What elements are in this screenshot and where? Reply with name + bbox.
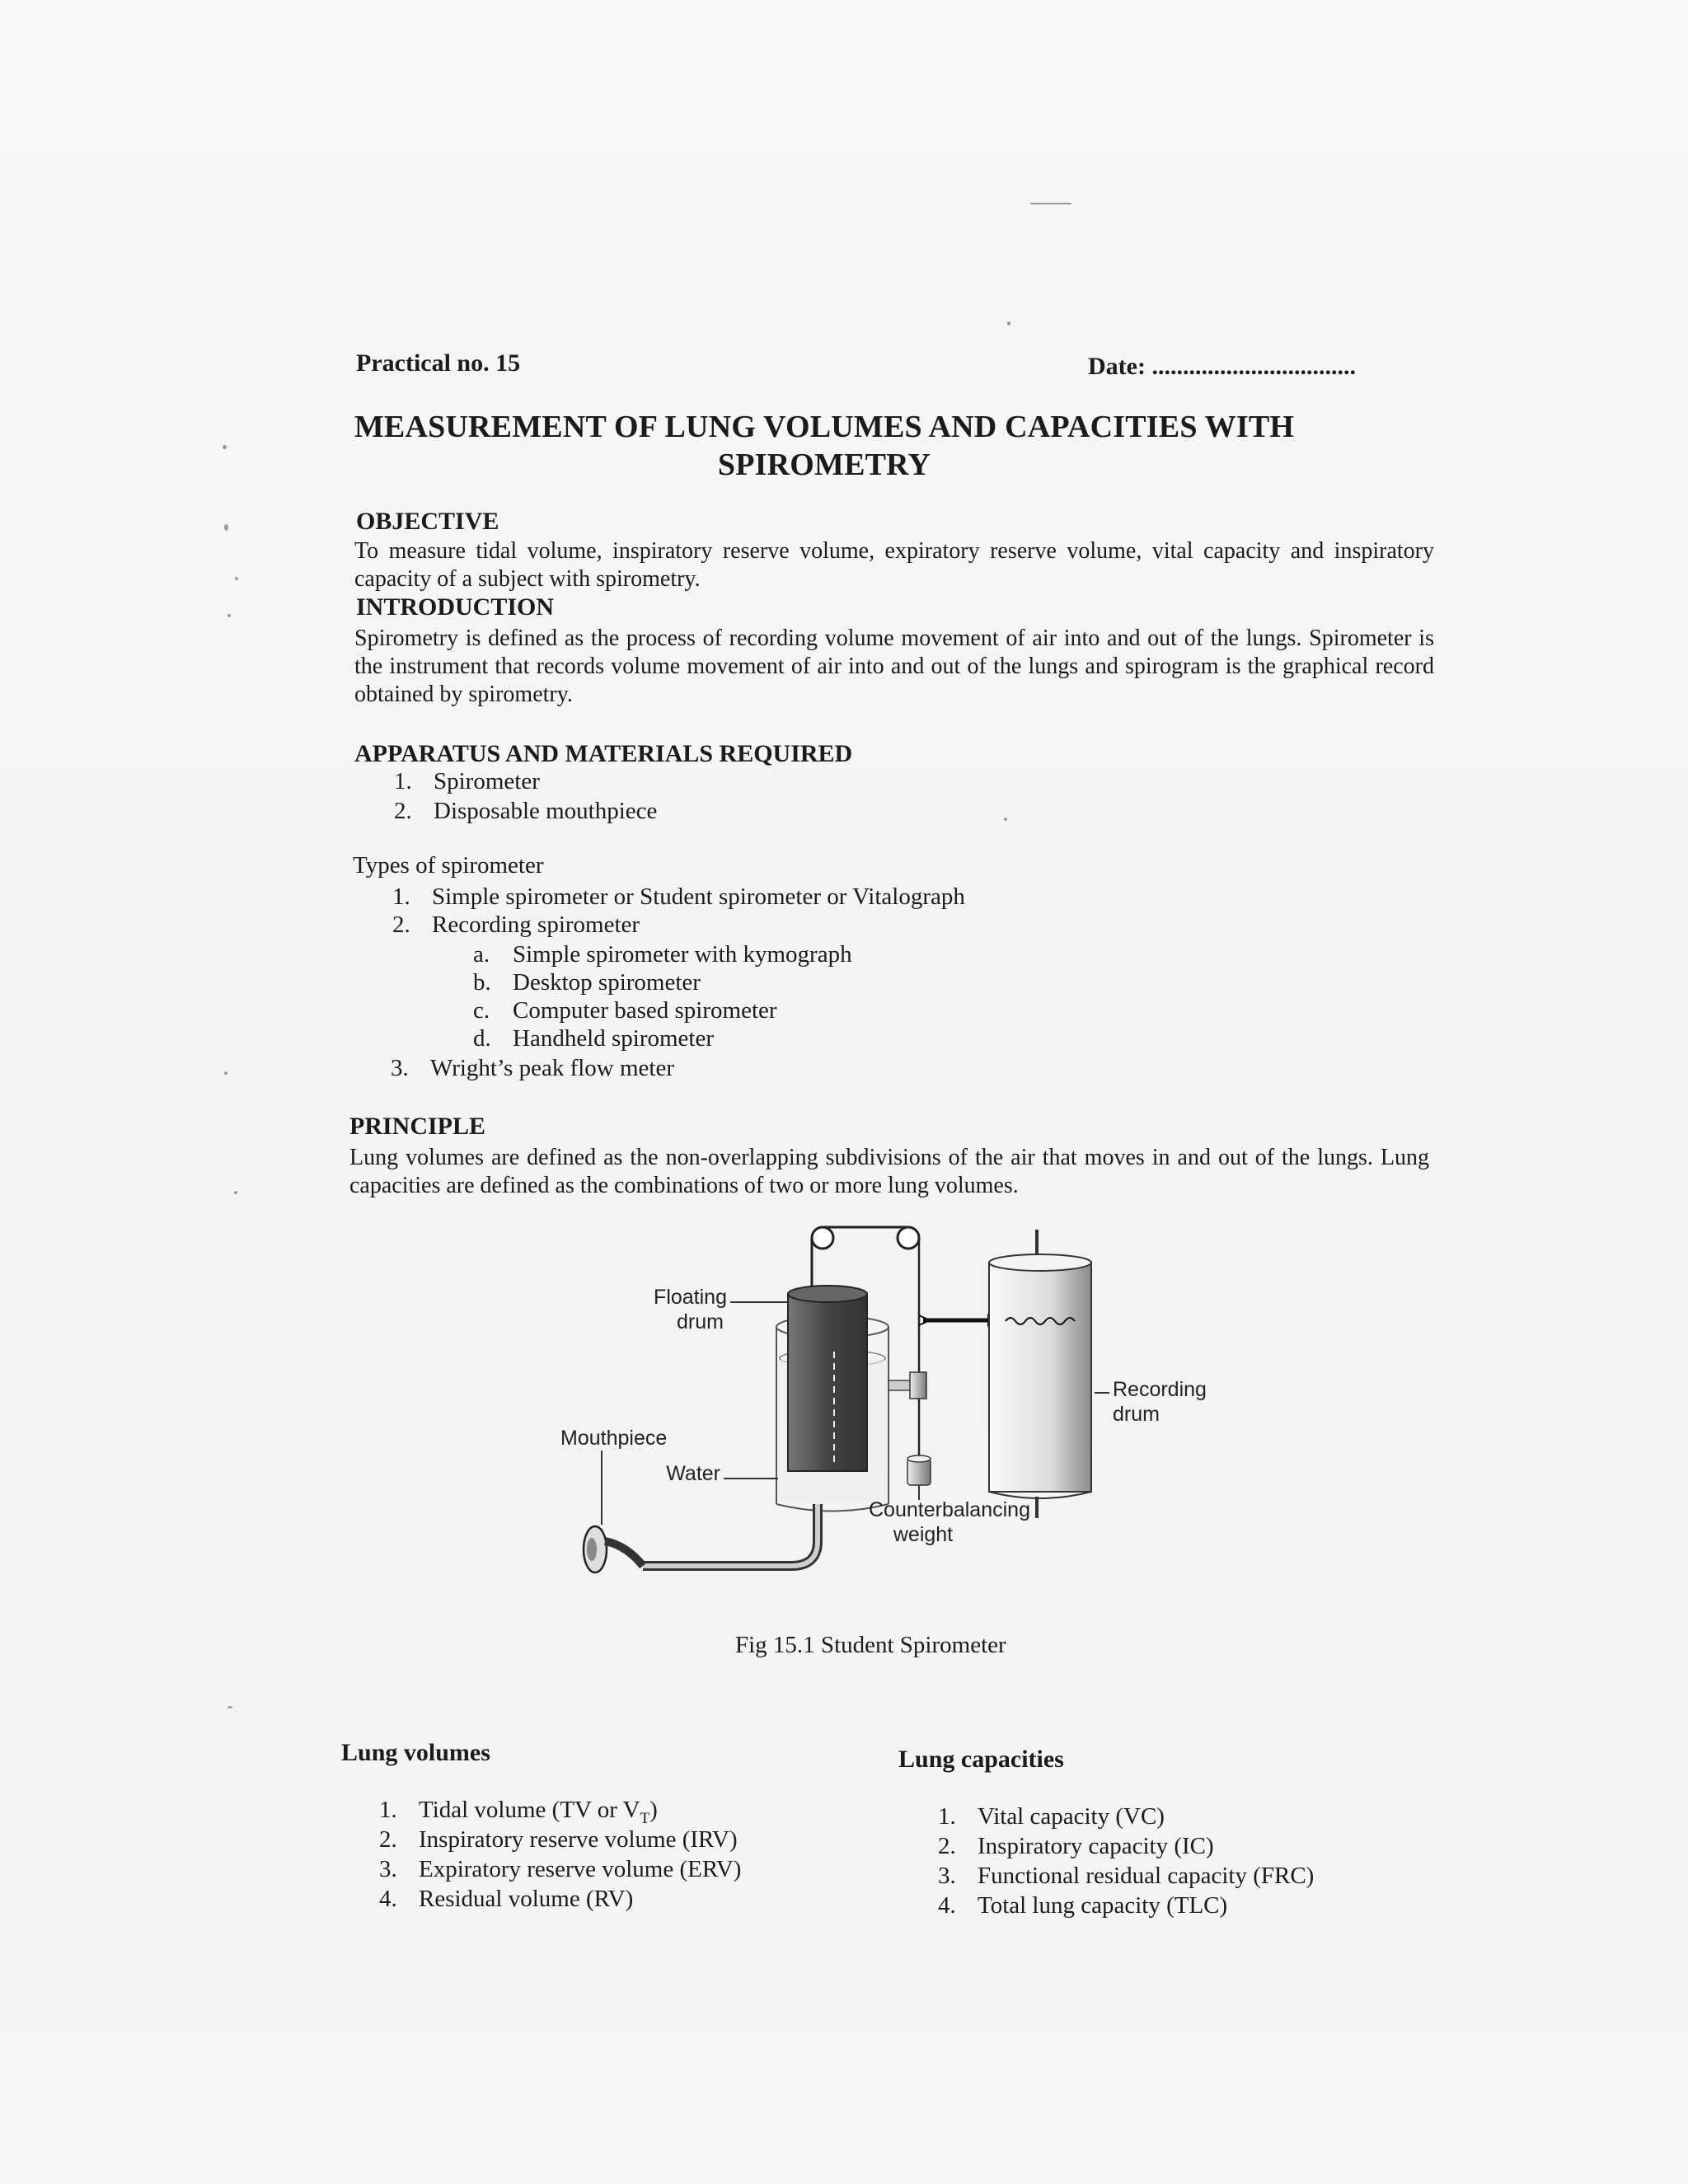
types-item-number: 3. — [391, 1055, 409, 1081]
types-subitem-letter: a. — [473, 941, 490, 968]
breathing-tube — [643, 1504, 818, 1566]
principle-text: Lung volumes are defined as the non-overlapping subdivisions of the air that moves in and out of the lungs. Lung capacities are defined as the combinations of two or more lung volumes. — [349, 1145, 1429, 1198]
types-subitem-letter: b. — [473, 969, 491, 996]
types-subitem-letter: d. — [473, 1025, 491, 1052]
lung-volume-item — [379, 1826, 738, 1854]
date-field: Date: ................................. — [1088, 353, 1356, 380]
mouthpiece — [584, 1526, 643, 1572]
lung-capacity-item-number: 4. — [938, 1892, 956, 1919]
lung-capacity-item-label: Vital capacity (VC) — [978, 1803, 1165, 1830]
lung-capacity-item-number: 3. — [938, 1863, 956, 1889]
lung-capacity-item — [938, 1863, 1314, 1890]
lung-volume-item-label: Expiratory reserve volume (ERV) — [419, 1856, 742, 1882]
label-recording-drum-1: Recording — [1113, 1378, 1207, 1401]
types-subitem-label: Simple spirometer with kymograph — [513, 941, 852, 968]
scan-mark — [234, 1191, 237, 1194]
label-counterbalancing-2: weight — [893, 1523, 954, 1546]
objective-heading: OBJECTIVE — [356, 508, 499, 535]
lung-volume-item-number: 4. — [379, 1886, 397, 1912]
types-subitem-label: Desktop spirometer — [513, 969, 701, 996]
lung-volume-item — [379, 1797, 658, 1828]
lung-volume-item-label: Inspiratory reserve volume (IRV) — [419, 1826, 738, 1853]
lung-volume-item-number: 2. — [379, 1826, 397, 1853]
types-item-number: 2. — [392, 912, 410, 938]
page-title-line-2: SPIROMETRY — [717, 448, 931, 482]
types-item — [392, 912, 640, 939]
types-item — [392, 883, 965, 911]
types-subitem — [473, 997, 777, 1024]
types-item — [391, 1055, 674, 1082]
lung-volume-item-number: 3. — [379, 1856, 397, 1882]
lung-capacity-item — [938, 1892, 1227, 1919]
scan-mark — [227, 1706, 232, 1708]
types-item-label: Simple spirometer or Student spirometer or Vitalograph — [432, 883, 965, 910]
lung-capacity-item — [938, 1803, 1165, 1830]
lung-volume-item-label: Residual volume (RV) — [419, 1886, 634, 1912]
lung-volume-item — [379, 1886, 633, 1913]
types-item-label: Recording spirometer — [432, 912, 640, 938]
apparatus-item-number: 1. — [394, 768, 412, 794]
types-item-label: Wright’s peak flow meter — [430, 1055, 674, 1081]
label-mouthpiece: Mouthpiece — [560, 1427, 668, 1450]
introduction-heading: INTRODUCTION — [356, 593, 555, 621]
figure-caption: Fig 15.1 Student Spirometer — [735, 1632, 1006, 1658]
scan-mark — [1004, 818, 1007, 821]
apparatus-heading: APPARATUS AND MATERIALS REQUIRED — [354, 740, 853, 767]
scan-mark — [227, 614, 231, 617]
objective-text: To measure tidal volume, inspiratory reserve volume, expiratory reserve volume, vital capacity and inspiratory capacity of a subject with spirometry. — [354, 538, 1434, 592]
lung-capacity-item-number: 2. — [938, 1833, 956, 1859]
lung-capacity-item-label: Total lung capacity (TLC) — [978, 1892, 1228, 1919]
apparatus-item — [394, 798, 657, 825]
label-counterbalancing-1: Counterbalancing — [869, 1498, 1030, 1521]
scan-mark — [235, 577, 238, 580]
page-title-line-1: MEASUREMENT OF LUNG VOLUMES AND CAPACITIES WITH — [354, 410, 1295, 444]
types-subitem-letter: c. — [473, 997, 490, 1024]
floating-drum — [788, 1286, 867, 1471]
label-floating-drum-1: Floating — [654, 1286, 727, 1309]
scan-mark — [1030, 203, 1071, 204]
scan-mark — [223, 445, 227, 449]
student-spirometer-diagram — [544, 1212, 1253, 1599]
lung-volumes-heading: Lung volumes — [341, 1739, 490, 1766]
types-subitem — [473, 1025, 714, 1052]
label-recording-drum-2: drum — [1113, 1403, 1160, 1426]
label-water: Water — [666, 1462, 720, 1485]
scan-mark — [1007, 321, 1010, 326]
principle-heading: PRINCIPLE — [349, 1113, 486, 1140]
apparatus-item-number: 2. — [394, 798, 412, 824]
types-subitem — [473, 969, 701, 996]
lung-volume-item-label: Tidal volume (TV or V — [419, 1797, 640, 1823]
scan-mark — [224, 524, 228, 531]
apparatus-item-label: Disposable mouthpiece — [434, 798, 658, 824]
types-subitem-label: Computer based spirometer — [513, 997, 777, 1024]
types-subitem — [473, 941, 852, 968]
introduction-text: Spirometry is defined as the process of recording volume movement of air into and out of the lungs. Spirometer is the instrument that records volume movement of air into and out of the lungs and spirogram is the graphical record obtained by spirometry. — [354, 626, 1434, 707]
lung-capacity-item-label: Functional residual capacity (FRC) — [978, 1863, 1315, 1889]
lung-capacities-heading: Lung capacities — [898, 1746, 1064, 1773]
lung-volume-item — [379, 1856, 741, 1883]
label-floating-drum-2: drum — [677, 1310, 724, 1333]
types-item-number: 1. — [392, 883, 410, 910]
apparatus-item-label: Spirometer — [434, 768, 540, 794]
lung-capacity-item-number: 1. — [938, 1803, 956, 1830]
types-heading: Types of spirometer — [353, 852, 544, 879]
counterbalancing-weight — [889, 1372, 931, 1485]
scan-mark — [224, 1071, 227, 1075]
practical-number: Practical no. 15 — [356, 349, 521, 377]
lung-capacity-item-label: Inspiratory capacity (IC) — [978, 1833, 1214, 1859]
apparatus-item — [394, 768, 540, 795]
recording-drum — [989, 1230, 1091, 1518]
lung-volume-item-tail: ) — [649, 1797, 658, 1823]
lung-volume-item-number: 1. — [379, 1797, 397, 1823]
lung-capacity-item — [938, 1833, 1214, 1860]
lung-volume-item-subscript: T — [640, 1809, 650, 1827]
types-subitem-label: Handheld spirometer — [513, 1025, 715, 1052]
